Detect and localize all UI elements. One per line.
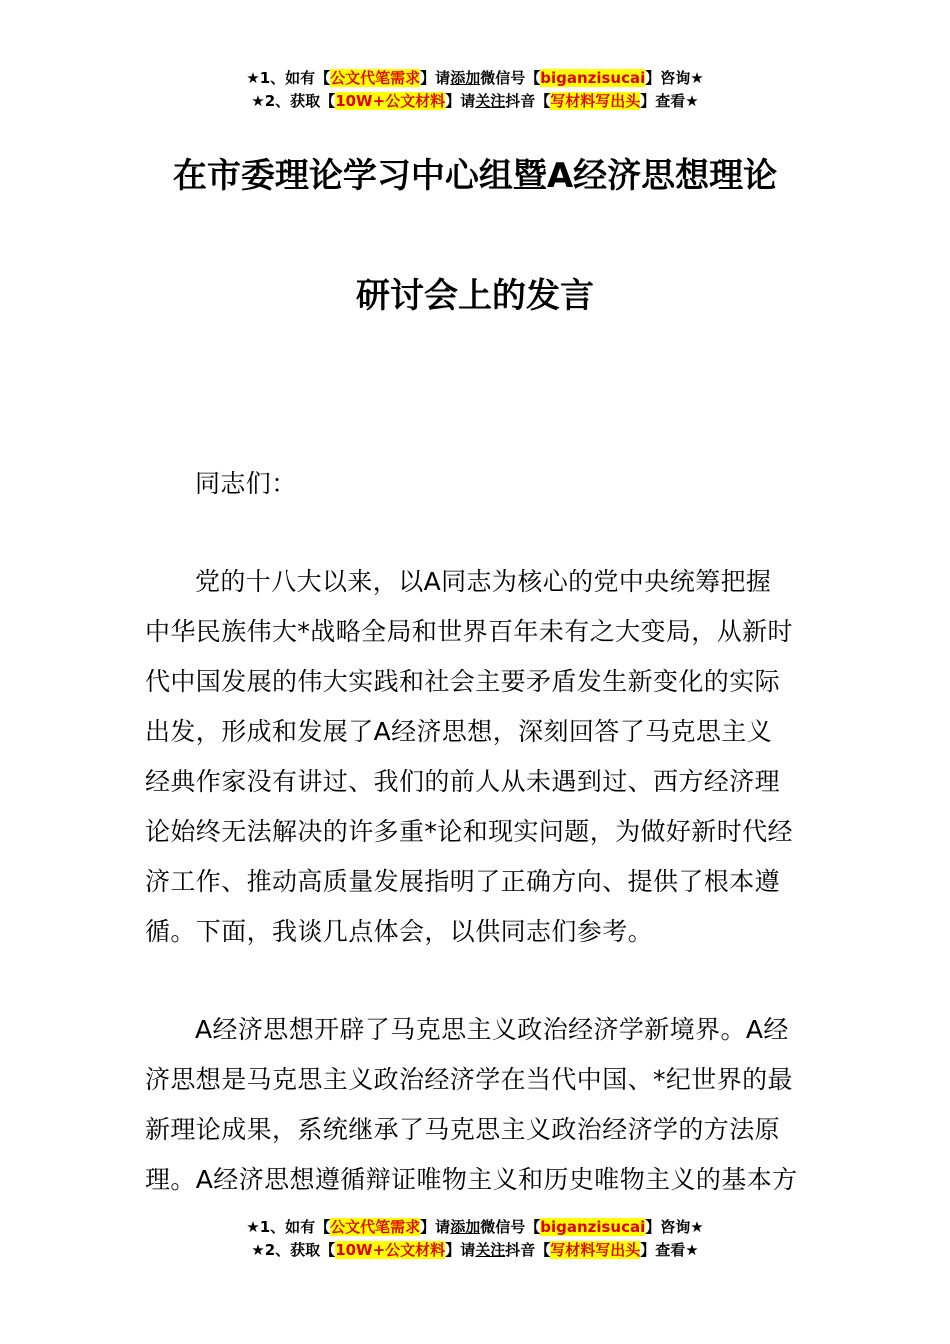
paragraph-line: 代中国发展的伟大实践和社会主要矛盾发生新变化的实际	[145, 667, 781, 696]
promo-highlight: 公文代笔需求	[330, 69, 421, 87]
paragraph-2	[145, 1005, 807, 1205]
promo-highlight: 10W+公文材料	[335, 92, 446, 110]
paragraph-line: 党的十八大以来，以A同志为核心的党中央统筹把握	[195, 567, 772, 596]
document-title-line-1: 在市委理论学习中心组暨A经济思想理论	[172, 156, 778, 196]
paragraph-line: 经典作家没有讲过、我们的前人从未遇到过、西方经济理	[145, 767, 781, 796]
paragraph-line: 循。下面，我谈几点体会，以供同志们参考。	[145, 917, 654, 946]
wechat-id: biganzisucai	[540, 1218, 646, 1236]
wechat-id: biganzisucai	[540, 69, 646, 87]
document-title-line-2: 研讨会上的发言	[356, 276, 594, 316]
header-promo-banner	[0, 67, 950, 113]
footer-promo-banner	[0, 1216, 950, 1262]
paragraph-line: 论始终无法解决的许多重*论和现实问题，为做好新时代经	[145, 817, 793, 846]
paragraph-line: 出发，形成和发展了A经济思想，深刻回答了马克思主义	[145, 717, 773, 746]
promo-highlight: 10W+公文材料	[335, 1241, 446, 1259]
promo-line-2: ★2、获取【10W+公文材料】请关注抖音【写材料写出头】查看★	[251, 1241, 699, 1259]
paragraph-line: 中华民族伟大*战略全局和世界百年未有之大变局，从新时	[145, 617, 793, 646]
promo-line-1: ★1、如有【公文代笔需求】请添加微信号【biganzisucai】咨询★	[246, 1218, 704, 1236]
promo-line-1: ★1、如有【公文代笔需求】请添加微信号【biganzisucai】咨询★	[246, 69, 704, 87]
paragraph-1	[145, 557, 807, 957]
douyin-account: 写材料写出头	[550, 92, 641, 110]
paragraph-line: 济思想是马克思主义政治经济学在当代中国、*纪世界的最	[145, 1065, 793, 1094]
paragraph-line: 新理论成果，系统继承了马克思主义政治经济学的方法原	[145, 1115, 781, 1144]
paragraph-line: A经济思想开辟了马克思主义政治经济学新境界。A经	[195, 1015, 789, 1044]
promo-highlight: 公文代笔需求	[330, 1218, 421, 1236]
douyin-account: 写材料写出头	[550, 1241, 641, 1259]
paragraph-line: 理。A经济思想遵循辩证唯物主义和历史唯物主义的基本方	[145, 1165, 798, 1194]
greeting: 同志们：	[195, 469, 297, 498]
paragraph-line: 济工作、推动高质量发展指明了正确方向、提供了根本遵	[145, 867, 781, 896]
promo-line-2: ★2、获取【10W+公文材料】请关注抖音【写材料写出头】查看★	[251, 92, 699, 110]
